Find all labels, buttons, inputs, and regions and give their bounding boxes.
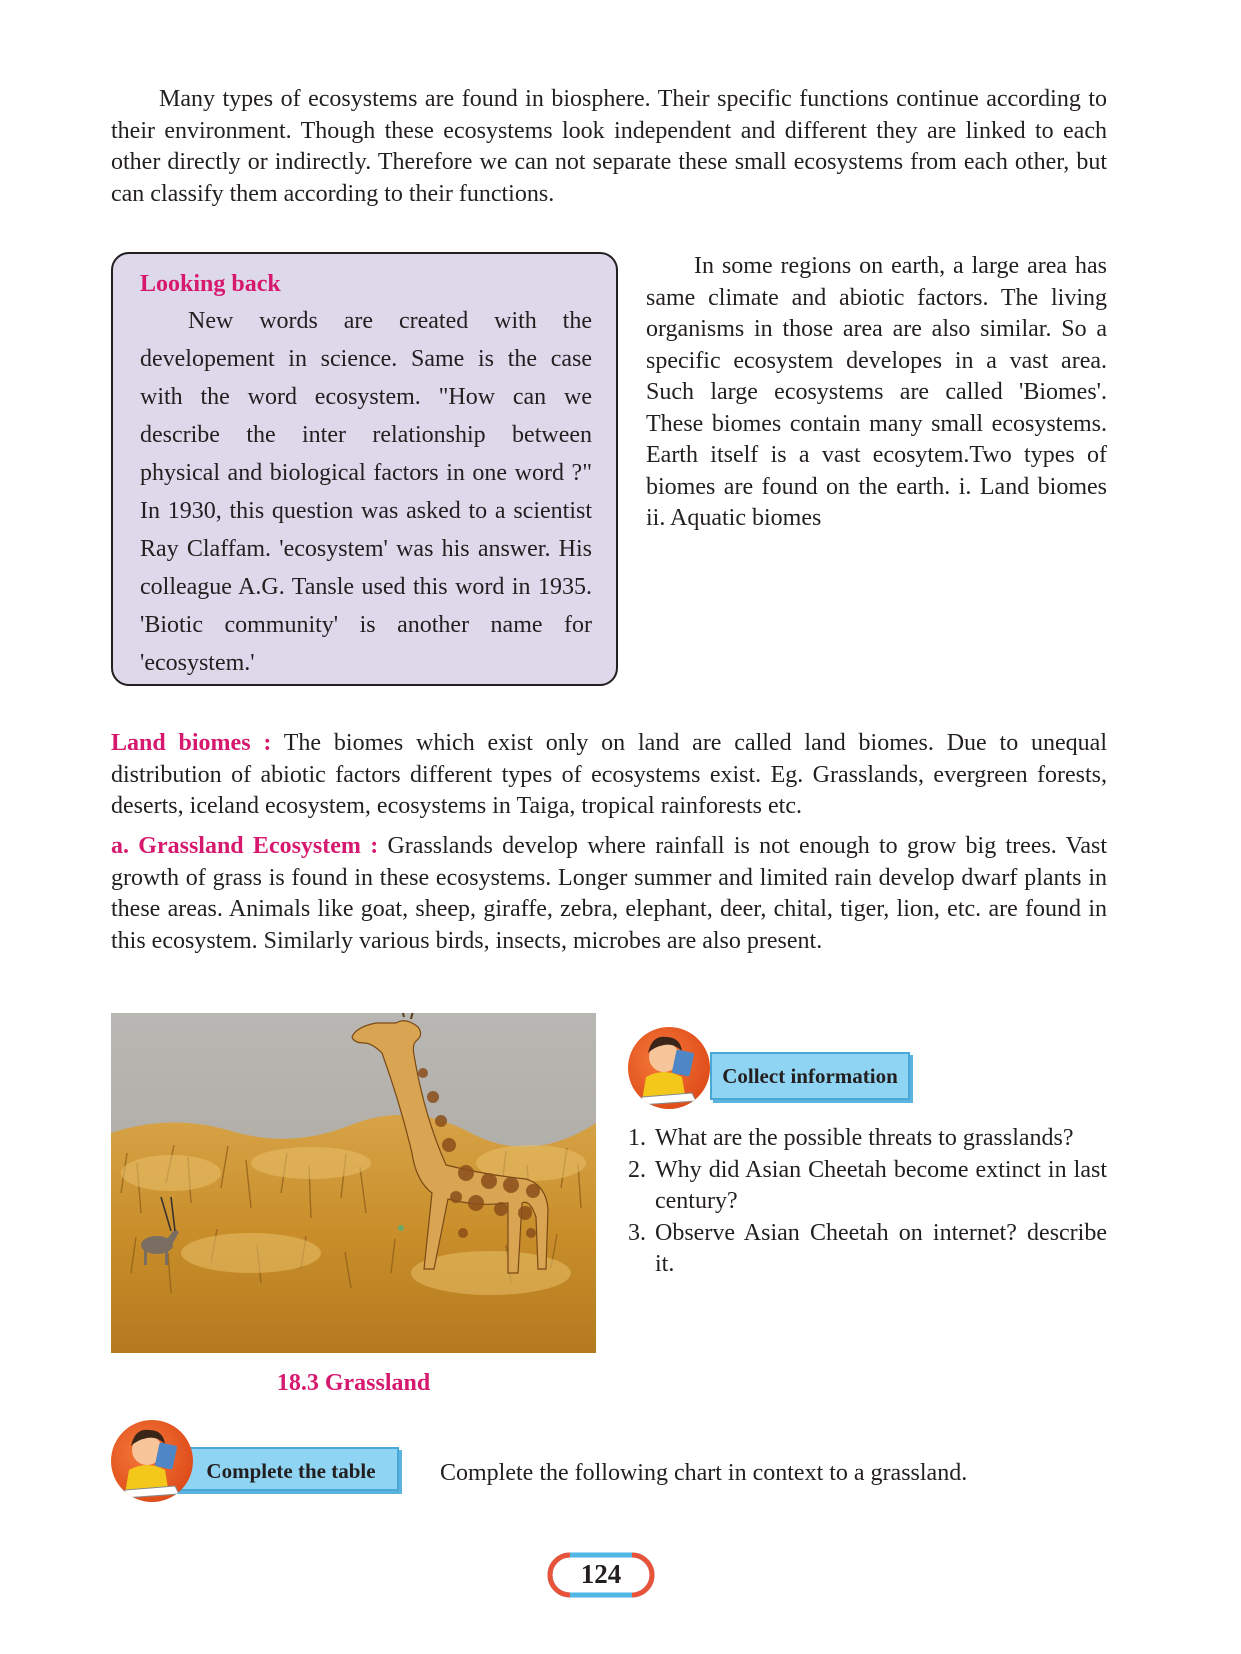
looking-back-box bbox=[111, 252, 618, 686]
page-number-badge bbox=[547, 1552, 655, 1598]
complete-table-instruction: Complete the following chart in context to a grassland. bbox=[440, 1460, 968, 1486]
looking-back-title: Looking back bbox=[140, 271, 281, 297]
complete-table-badge bbox=[111, 1420, 411, 1504]
land-biomes-heading: Land biomes : bbox=[111, 730, 272, 756]
complete-table-label: Complete the table bbox=[139, 1447, 399, 1491]
page-number: 124 bbox=[580, 1559, 622, 1589]
list-item: 3. Observe Asian Cheetah on internet? describe it. bbox=[628, 1219, 1107, 1277]
figure-caption: 18.3 Grassland bbox=[276, 1370, 431, 1396]
list-item: 1. What are the possible threats to grasslands? bbox=[628, 1125, 1074, 1151]
collect-information-badge bbox=[628, 1025, 918, 1109]
land-biomes-text: The biomes which exist only on land are called land biomes. Due to unequal distribution of abiotic factors different types of ecosystems exist. Eg. Grasslands, evergreen forests, deserts, iceland ecosystem, ecosystems in Taiga, tropical rainforests etc. bbox=[111, 730, 1107, 819]
boy-reading-icon bbox=[111, 1420, 193, 1502]
list-item: 2. Why did Asian Cheetah become extinct in last century? bbox=[628, 1156, 1107, 1214]
grassland-photo bbox=[111, 1013, 596, 1353]
grassland-text: Grasslands develop where rainfall is not enough to grow big trees. Vast growth of grass is found in these ecosystems. Longer summer and limited rain develop dwarf plants in these areas. Animals like goat, sheep, giraffe, zebra, elephant, deer, chital, tiger, lion, etc. are found in this ecosystem. Similarly various birds, insects, microbes are also present. bbox=[111, 833, 1107, 954]
grassland-paragraph bbox=[111, 831, 1107, 957]
intro-paragraph: Many types of ecosystems are found in biosphere. Their specific functions continue according to their environment. Though these ecosystems look independent and different they are linked to each other directly or indirectly. Therefore we can not separate these small ecosystems from each other, but can classify them according to their functions. bbox=[111, 86, 1107, 207]
looking-back-text: New words are created with the developement in science. Same is the case with the word ecosystem. "How can we describe the inter relationship between physical and biological factors in one word ?" In 1930, this question was asked to a scientist Ray Claffam. 'ecosystem' was his answer. His colleague A.G. Tansle used this word in 1935. 'Biotic community' is another name for 'ecosystem.' bbox=[140, 308, 592, 676]
land-biomes-paragraph bbox=[111, 728, 1107, 823]
collect-information-label: Collect information bbox=[710, 1052, 910, 1100]
grassland-heading: a. Grassland Ecosystem : bbox=[111, 833, 379, 859]
boy-reading-icon bbox=[628, 1027, 710, 1109]
biomes-paragraph: In some regions on earth, a large area has same climate and abiotic factors. The living organisms in those area are also similar. So a specific ecosystem developes in a vast area. Such large ecosystems are called 'Biomes'. These biomes contain many small ecosystems. Earth itself is a vast ecosytem.Two types of biomes are found on the earth. i. Land biomes ii. Aquatic biomes bbox=[646, 253, 1107, 531]
collect-information-questions bbox=[628, 1123, 1107, 1281]
